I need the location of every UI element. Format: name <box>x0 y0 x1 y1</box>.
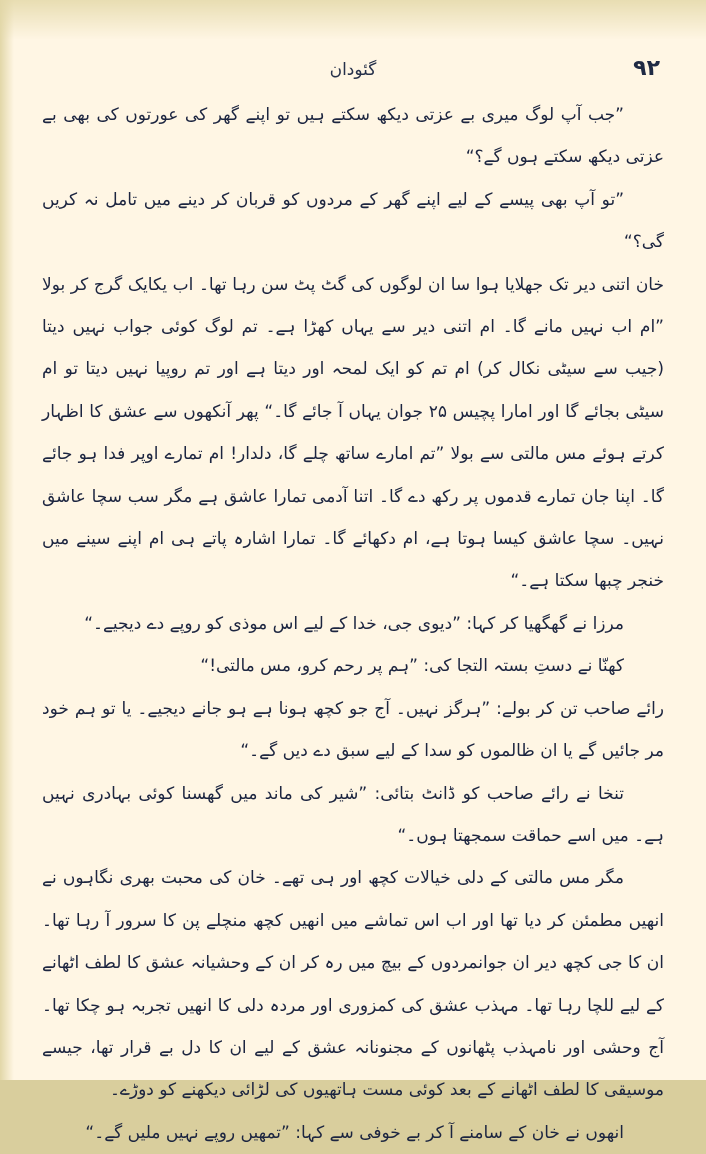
paragraph: کھنّا نے دستِ بستہ التجا کی: ”ہم پر رحم کرو، مس مالتی!“ <box>200 656 624 677</box>
page-number: ۹۲ <box>633 56 660 81</box>
paragraph: تنخا نے رائے صاحب کو ڈانٹ بتائی: ”شیر کی ماند میں گھسنا کوئی بہادری نہیں ہے۔ میں اسے حماقت سمجھتا ہوں۔“ <box>42 783 664 846</box>
paragraph: خان اتنی دیر تک جھلایا ہوا سا ان لوگوں کی گٹ پٹ سن رہا تھا۔ اب یکایک گرج کر بولا ”ام اب نہیں مانے گا۔ ام اتنی دیر سے یہاں کھڑا ہے۔ تم لوگ کوئی جواب نہیں دیتا (جیب سے سیٹی نکال کر) ام تم کو ایک لمحہ اور دیتا ہے اور تم روپیا نہیں دیتا تو ام سیٹی بجائے گا اور امارا پچیس ۲۵ جوان یہاں آ جائے گا۔“ پھر آنکھوں سے عشق کا اظہار کرتے ہوئے مس مالتی سے بولا ”تم امارے ساتھ چلے گا، دلدار! ام تمارے اوپر فدا ہو جائے گا۔ اپنا جان تمارے قدموں پر رکھ دے گا۔ اتنا آدمی تمارا عاشق ہے مگر سب سچا عاشق نہیں۔ سچا عاشق کیسا ہوتا ہے، ام دکھائے گا۔ تمارا اشارہ پاتے ہی ام اپنے سینے میں خنجر چبھا سکتا ہے۔“ <box>42 274 665 592</box>
paragraph: رائے صاحب تن کر بولے: ”ہرگز نہیں۔ آج جو کچھ ہونا ہے ہو جانے دیجیے۔ یا تو ہم خود مر جائیں گے یا ان ظالموں کو سدا کے لیے سبق دے دیں گے۔“ <box>42 698 664 762</box>
page-shadow-left <box>0 0 14 1080</box>
running-title: گئودان <box>329 60 377 80</box>
paragraph: ”جب آپ لوگ میری بے عزتی دیکھ سکتے ہیں تو اپنے گھر کی عورتوں کی بھی بے عزتی دیکھ سکتے ہوں گے؟“ <box>42 105 664 168</box>
body-text <box>42 94 664 1154</box>
paragraph: مرزا نے گھگھیا کر کہا: ”دیوی جی، خدا کے لیے اس موذی کو روپے دے دیجیے۔“ <box>84 613 624 634</box>
page-shadow-top <box>0 0 706 40</box>
paragraph: مگر مس مالتی کے دلی خیالات کچھ اور ہی تھے۔ خان کی محبت بھری نگاہوں نے انھیں مطمئن کر دیا تھا اور اب اس تماشے میں انھیں کچھ منچلے پن کا سرور آ رہا تھا۔ ان کا جی کچھ دیر ان جوانمردوں کے بیچ میں رہ کر ان کے وحشیانہ عشق کا لطف اٹھانے کے لیے للچا رہا تھا۔ مہذب عشق کی کمزوری اور مردہ دلی کا انھیں تجربہ ہو چکا تھا۔ آج وحشی اور نامہذب پٹھانوں کے مجنونانہ عشق کے لیے ان کا دل بے قرار تھا، جیسے موسیقی کا لطف اٹھانے کے بعد کوئی مست ہاتھیوں کی لڑائی دیکھنے کو دوڑے۔ <box>42 868 664 1101</box>
paragraph: ”تو آپ بھی پیسے کے لیے اپنے گھر کے مردوں کو قربان کر دینے میں تامل نہ کریں گی؟“ <box>42 189 664 253</box>
page-header <box>40 56 666 96</box>
paragraph: انھوں نے خان کے سامنے آ کر بے خوفی سے کہا: ”تمھیں روپے نہیں ملیں گے۔“ <box>85 1122 624 1143</box>
